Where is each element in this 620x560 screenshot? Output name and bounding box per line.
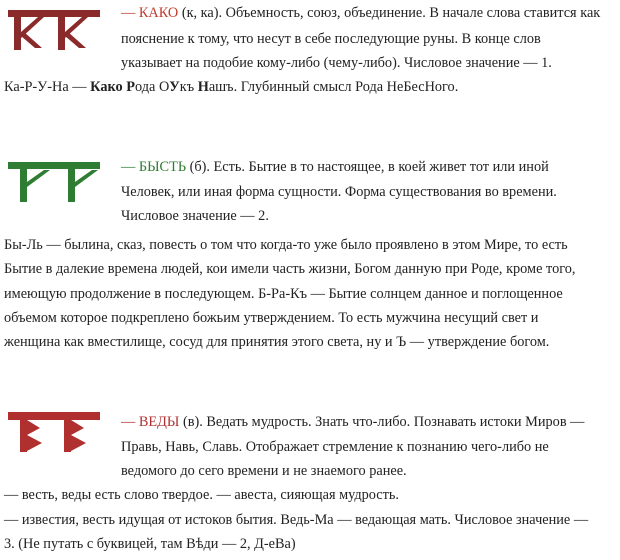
byst-intro-line: Человек, или иная форма сущности. Форма существования во времени. [121, 184, 557, 200]
vedy-rune-icon [2, 406, 104, 454]
kako-example: Ка-Р-У-На — Како Рода ОУкъ Нашъ. Глубинный смысл Рода НеБесНого. [4, 79, 459, 95]
byst-body-line: имеющую продолжение в последующем. Б-Ра-Къ — Бытие солнцем данное и поглощенное [4, 286, 563, 302]
byst-body-line: женщина как вместилище, сосуд для принятия этого света, ну и Ъ — утверждение богом. [4, 334, 550, 350]
kako-intro-line: пояснение к тому, что несут в себе последующие руны. В конце слов [121, 31, 541, 47]
byst-body-line: объемом которое подкреплено божьим утверждением. То есть мужчина несущий свет и [4, 310, 539, 326]
kako-rune-icon [2, 2, 104, 50]
vedy-intro-line: — ВЕДЫ (в). Ведать мудрость. Знать что-либо. Познавать истоки Миров — [121, 414, 585, 430]
vedy-intro-line: Правь, Навь, Славь. Отображает стремление к познанию чего-либо не [121, 439, 549, 455]
kako-rune-name: — КАКО [121, 5, 179, 21]
byst-body-line: Бытие в далекие времена людей, кои имели часть жизни, Богом данную при Роде, кроме того, [4, 261, 576, 277]
vedy-body-line: 3. (Не путать с буквицей, там Вѣди — 2, Д-еВа) [4, 536, 296, 552]
vedy-body-line: — весть, веды есть слово твердое. — авеста, сияющая мудрость. [4, 487, 400, 503]
vedy-body-line: — известия, весть идущая от истоков бытия. Ведь-Ма — ведающая мать. Числовое значение — [4, 512, 589, 528]
byst-intro-line: — БЫСТЬ (б). Есть. Бытие в то настоящее, в коей живет тот или иной [121, 159, 549, 175]
kako-intro-line: — КАКО (к, ка). Объемность, союз, объединение. В начале слова ставится как [121, 5, 601, 21]
vedy-intro-line: ведомого до сего времени и не знаемого ранее. [121, 463, 407, 479]
byst-rune-icon [2, 156, 104, 204]
vedy-rune-name: — ВЕДЫ [121, 414, 180, 430]
byst-body-line: Бы-Ль — былина, сказ, повесть о том что когда-то уже было проявлено в этом Мире, то есть [4, 237, 568, 253]
kako-intro-line: указывает на подобие кому-либо (чему-либо). Числовое значение — 1. [121, 55, 552, 71]
byst-rune-name: — БЫСТЬ [121, 159, 187, 175]
byst-intro-line: Числовое значение — 2. [121, 208, 269, 224]
